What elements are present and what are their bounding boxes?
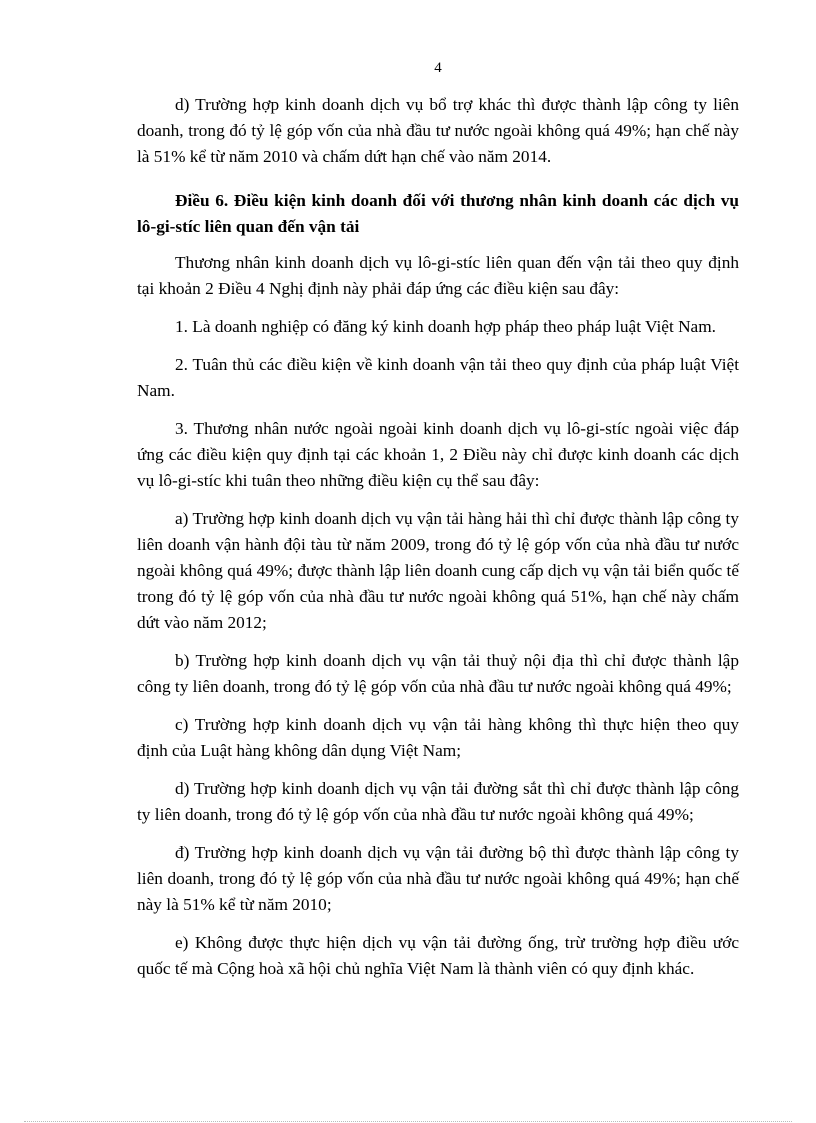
paragraph-clause-3: 3. Thương nhân nước ngoài ngoài kinh doanh dịch vụ lô-gi-stíc ngoài việc đáp ứng các điều kiện quy định tại các khoản 1, 2 Điều này chỉ được kinh doanh các dịch vụ lô-gi-stíc khi tuân theo những điều kiện cụ thể sau đây:	[137, 419, 739, 490]
paragraph-item-c: c) Trường hợp kinh doanh dịch vụ vận tải hàng không thì thực hiện theo quy định của Luật hàng không dân dụng Việt Nam;	[137, 715, 739, 760]
article-6-heading: Điều 6. Điều kiện kinh doanh đối với thương nhân kinh doanh các dịch vụ lô-gi-stíc liên quan đến vận tải	[137, 191, 739, 236]
paragraph-item-dd: đ) Trường hợp kinh doanh dịch vụ vận tải đường bộ thì được thành lập công ty liên doanh, trong đó tỷ lệ góp vốn của nhà đầu tư nước ngoài không quá 49%; hạn chế này là 51% kể từ năm 2010;	[137, 843, 739, 914]
paragraph-clause-1: 1. Là doanh nghiệp có đăng ký kinh doanh hợp pháp theo pháp luật Việt Nam.	[175, 317, 716, 336]
page-bottom-border	[24, 1121, 792, 1122]
paragraph-item-a: a) Trường hợp kinh doanh dịch vụ vận tải hàng hải thì chỉ được thành lập công ty liên doanh vận hành đội tàu từ năm 2009, trong đó tỷ lệ góp vốn của nhà đầu tư nước ngoài không quá 49%; được thành lập liên doanh cung cấp dịch vụ vận tải biển quốc tế trong đó tỷ lệ góp vốn của nhà đầu tư nước ngoài không quá 51%, hạn chế này chấm dứt vào năm 2012;	[137, 509, 739, 632]
document-body	[137, 92, 739, 994]
paragraph-item-b: b) Trường hợp kinh doanh dịch vụ vận tải thuỷ nội địa thì chỉ được thành lập công ty liên doanh, trong đó tỷ lệ góp vốn của nhà đầu tư nước ngoài không quá 49%;	[137, 651, 739, 696]
paragraph-item-e: e) Không được thực hiện dịch vụ vận tải đường ống, trừ trường hợp điều ước quốc tế mà Cộng hoà xã hội chủ nghĩa Việt Nam là thành viên có quy định khác.	[137, 933, 739, 978]
paragraph-item-d: d) Trường hợp kinh doanh dịch vụ vận tải đường sắt thì chỉ được thành lập công ty liên doanh, trong đó tỷ lệ góp vốn của nhà đầu tư nước ngoài không quá 49%;	[137, 779, 739, 824]
paragraph-intro: Thương nhân kinh doanh dịch vụ lô-gi-stíc liên quan đến vận tải theo quy định tại khoản 2 Điều 4 Nghị định này phải đáp ứng các điều kiện sau đây:	[137, 253, 739, 298]
paragraph-d-ancillary: d) Trường hợp kinh doanh dịch vụ bổ trợ khác thì được thành lập công ty liên doanh, trong đó tỷ lệ góp vốn của nhà đầu tư nước ngoài không quá 49%; hạn chế này là 51% kể từ năm 2010 và chấm dứt hạn chế vào năm 2014.	[137, 95, 739, 166]
paragraph-clause-2: 2. Tuân thủ các điều kiện về kinh doanh vận tải theo quy định của pháp luật Việt Nam.	[137, 355, 739, 400]
page-number: 4	[434, 60, 442, 76]
